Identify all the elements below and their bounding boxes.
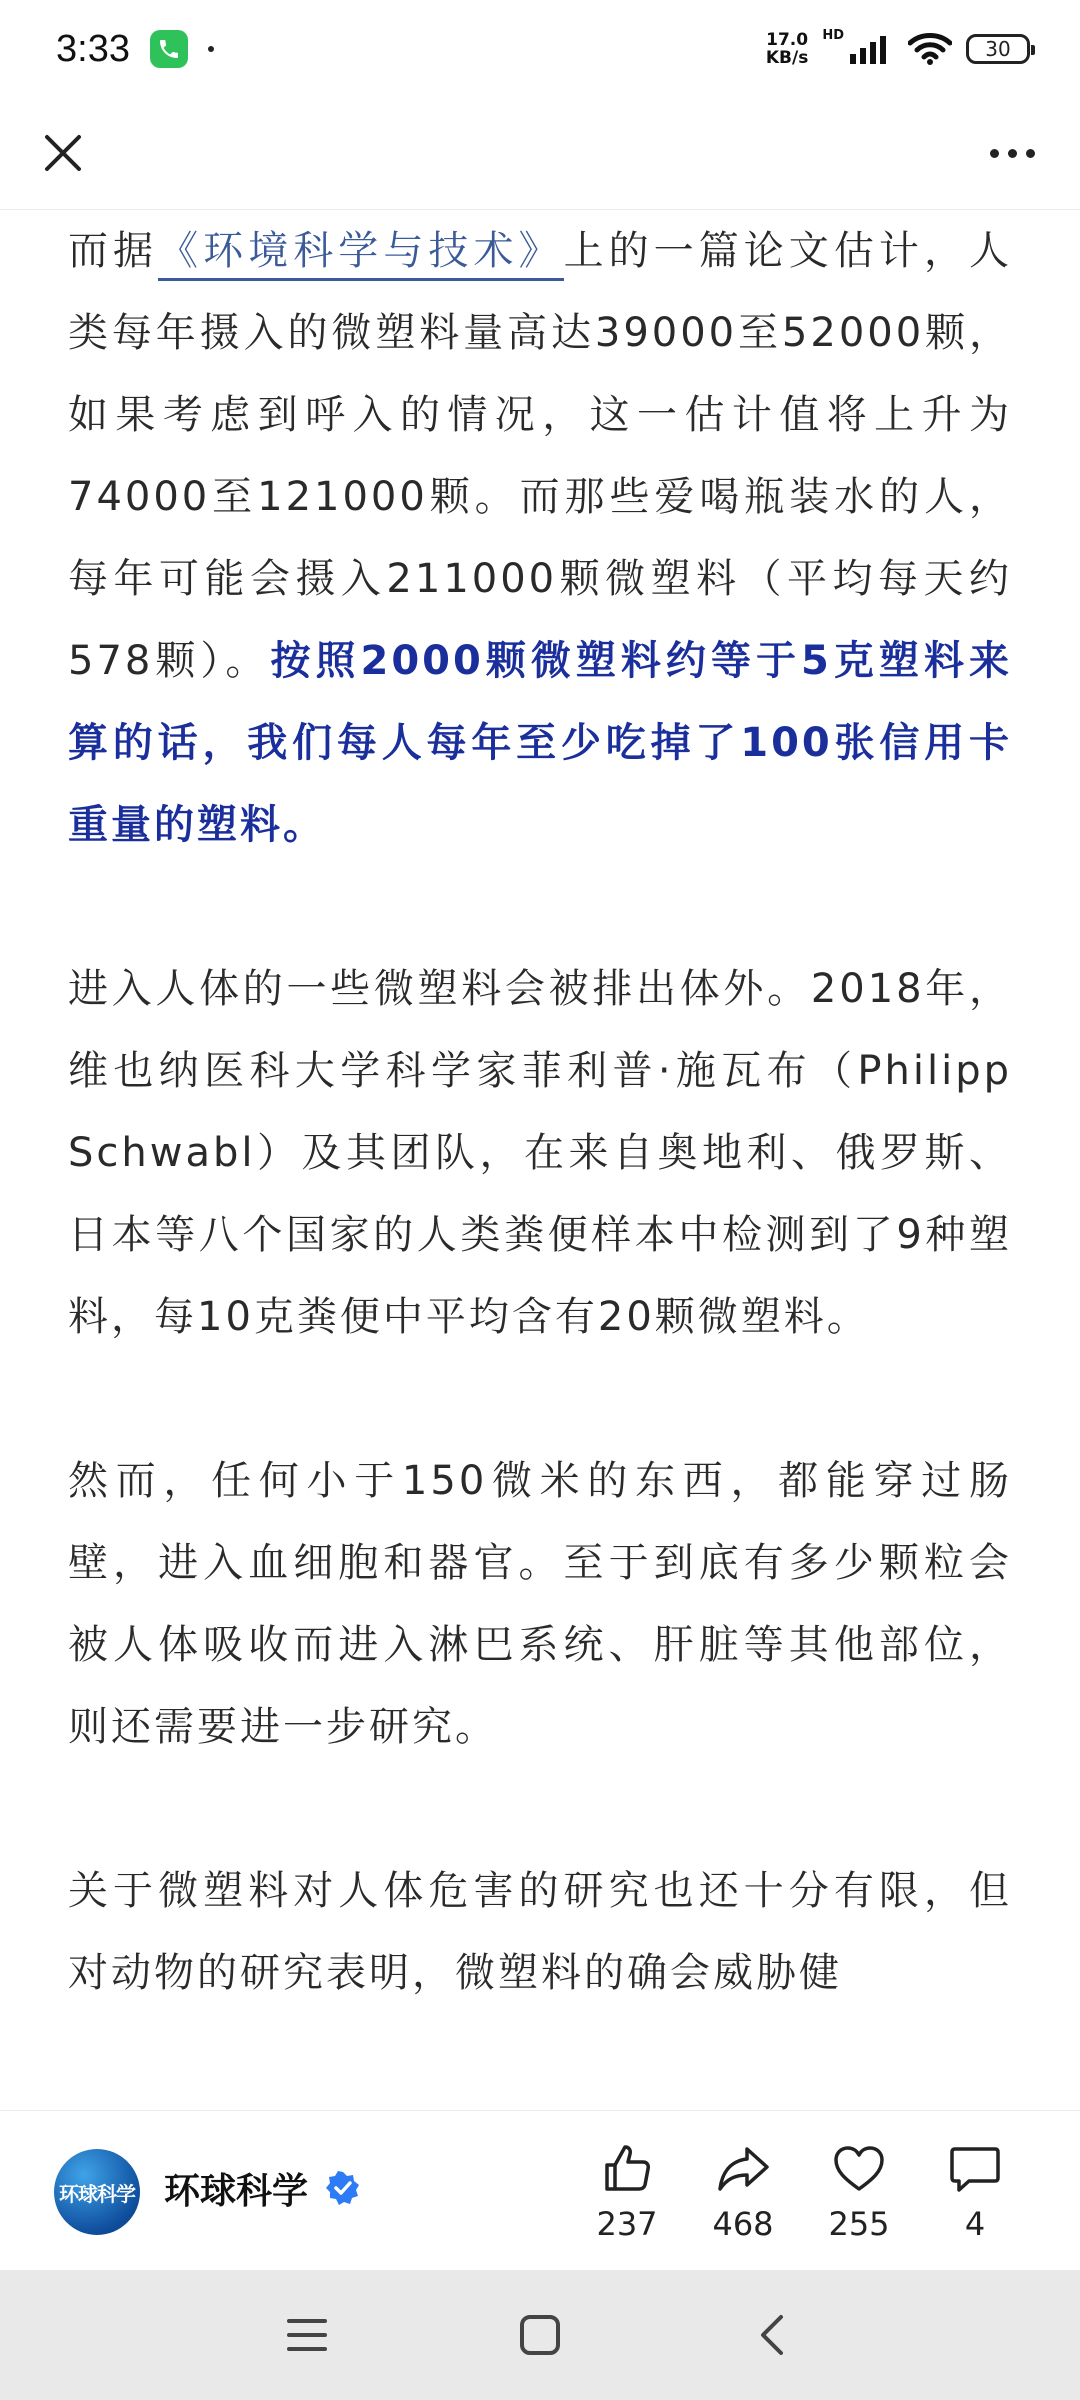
network-type: HD xyxy=(822,27,844,43)
menu-button[interactable] xyxy=(272,2300,342,2370)
close-icon xyxy=(43,133,83,173)
home-button[interactable] xyxy=(505,2300,575,2370)
home-icon xyxy=(518,2313,562,2357)
bottom-action-bar xyxy=(0,2110,1080,2271)
back-button[interactable] xyxy=(738,2300,808,2370)
close-button[interactable] xyxy=(28,118,98,188)
avatar[interactable] xyxy=(54,2149,140,2235)
comment-count: 4 xyxy=(964,2205,986,2243)
avatar-logo-text: 环球科学 xyxy=(59,2181,135,2206)
status-right xyxy=(765,27,1030,68)
phone-icon xyxy=(150,30,188,68)
battery-level: 30 xyxy=(985,37,1011,61)
menu-icon xyxy=(285,2315,329,2355)
network-speed xyxy=(766,31,808,67)
signal-icon xyxy=(850,34,894,64)
highlighted-text: 按照2000颗微塑料约等于5克塑料来算的话，我们每人每年至少吃掉了100张信用卡重量的塑料。 xyxy=(68,638,1012,848)
app-header xyxy=(0,98,1080,210)
more-button[interactable] xyxy=(972,118,1052,188)
paragraph-text: 上的一篇论文估计，人类每年摄入的微塑料量高达39000至52000颗，如果考虑到呼入的情况，这一估计值将上升为74000至121000颗。而那些爱喝瓶装水的人，每年可能会摄入211000颗微塑料（平均每天约578颗）。 xyxy=(68,228,1012,684)
share-count: 468 xyxy=(712,2205,774,2243)
status-time: 3:33 xyxy=(56,27,130,70)
system-nav-bar xyxy=(0,2270,1080,2400)
battery-icon xyxy=(966,34,1030,64)
wifi-icon xyxy=(908,32,952,66)
author-name[interactable]: 环球科学 xyxy=(164,2171,309,2212)
network-speed-value: 17.0 xyxy=(766,30,809,50)
more-icon-dot xyxy=(1026,149,1035,158)
share-button[interactable] xyxy=(698,2141,788,2261)
like-count: 237 xyxy=(596,2205,658,2243)
article-paragraph xyxy=(68,210,1012,866)
article-paragraph: 关于微塑料对人体危害的研究也还十分有限，但对动物的研究表明，微塑料的确会威胁健 xyxy=(68,1868,1012,1996)
notification-dot xyxy=(208,46,214,52)
heart-icon xyxy=(831,2141,887,2197)
paragraph-text: 而据 xyxy=(68,228,159,274)
journal-link[interactable]: 《环境科学与技术》 xyxy=(158,228,563,281)
back-icon xyxy=(753,2313,793,2357)
like-button[interactable] xyxy=(582,2141,672,2261)
article-body xyxy=(68,210,1012,2110)
article-paragraph: 然而，任何小于150微米的东西，都能穿过肠壁，进入血细胞和器官。至于到底有多少颗粒会被人体吸收而进入淋巴系统、肝脏等其他部位，则还需要进一步研究。 xyxy=(68,1458,1012,1750)
favorite-button[interactable] xyxy=(814,2141,904,2261)
status-left xyxy=(56,28,214,71)
more-icon-dot xyxy=(1008,149,1017,158)
status-bar xyxy=(0,0,1080,98)
more-icon-dot xyxy=(990,149,999,158)
comment-button[interactable] xyxy=(930,2141,1020,2261)
share-icon xyxy=(715,2141,771,2197)
verified-badge-icon xyxy=(326,2171,360,2205)
comment-icon xyxy=(947,2141,1003,2197)
thumbs-up-icon xyxy=(599,2141,655,2197)
favorite-count: 255 xyxy=(828,2205,890,2243)
article-paragraph: 进入人体的一些微塑料会被排出体外。2018年，维也纳医科大学科学家菲利普·施瓦布（Philipp Schwabl）及其团队，在来自奥地利、俄罗斯、日本等八个国家的人类粪便样本中检测到了9种塑料，每10克粪便中平均含有20颗微塑料。 xyxy=(68,966,1012,1340)
network-speed-unit: KB/s xyxy=(765,48,809,68)
